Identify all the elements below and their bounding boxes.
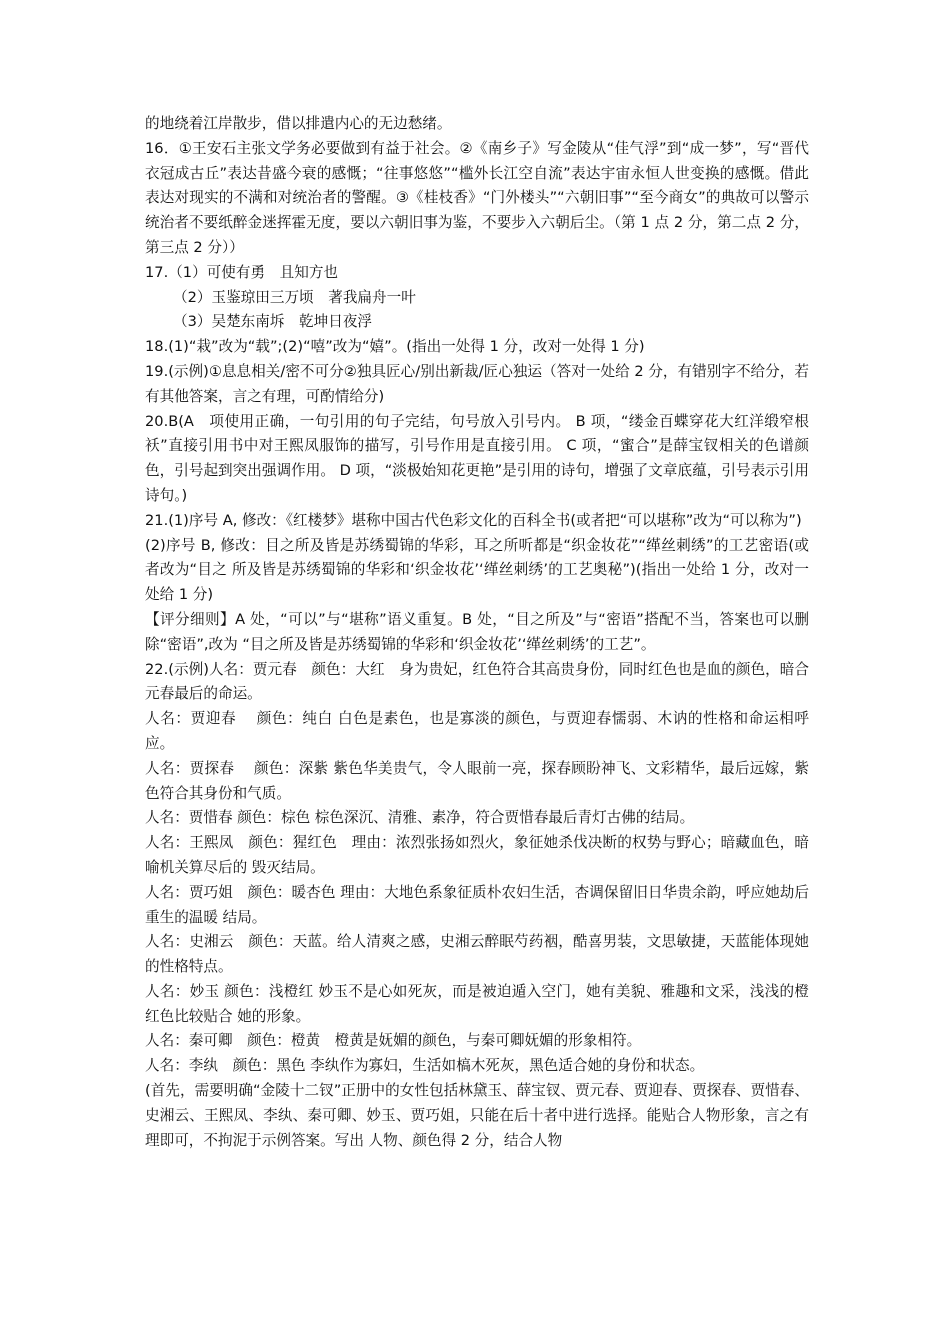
- answer-22-xichun: 人名：贾惜春 颜色：棕色 棕色深沉、清雅、素净，符合贾惜春最后青灯古佛的结局。: [145, 809, 695, 827]
- paragraph-continuation: 的地绕着江岸散步，借以排遣内心的无边愁绪。: [145, 115, 452, 132]
- answer-21-1: 21.(1)序号 A, 修改：《红楼梦》堪称中国古代色彩文化的百科全书(或者把“可以堪称”改为“可以称为”): [145, 511, 802, 529]
- answer-20: 20.B(A 项使用正确，一句引用的句子完结，句号放入引号内。 B 项，“缕金百蝶穿花大红洋缎窄根袄”直接引用书中对王熙凤服饰的描写，引号作用是直接引用。 C 项，“蜜合”是薛宝钗相关的色谱颜色，引号起到突出强调作用。 D 项，“淡极始知花更艳”是引用的诗句，增强了文章底蕴，引号表示引用诗句。): [145, 412, 809, 504]
- answer-22-qiaojie: 人名：贾巧姐 颜色：暖杏色 理由：大地色系象征质朴农妇生活，杏调保留旧日华贵余韵，呼应她劫后重生的温暖 结局。: [145, 883, 809, 926]
- answer-17-1: 17.（1）可使有勇 且知方也: [145, 263, 339, 281]
- answer-22-yingchun: 人名：贾迎春 颜色：纯白 白色是素色，也是寡淡的颜色，与贾迎春懦弱、木讷的性格和命运相呼应。: [145, 710, 809, 752]
- scoring-details: 【评分细则】A 处，“可以”与“堪称”语义重复。B 处，“目之所及”与“密语”搭配不当，答案也可以删除“密语”,改为 “目之所及皆是苏绣蜀锦的华彩和‘织金妆花’‘缂丝刺绣’的工艺”。: [145, 610, 809, 653]
- answer-22-keqing: 人名：秦可卿 颜色：橙黄 橙黄是妩媚的颜色，与秦可卿妩媚的形象相符。: [145, 1032, 642, 1050]
- answer-19: 19.(示例)①息息相关/密不可分②独具匠心/别出新裁/匠心独运（答对一处给 2 分，有错别字不给分，若有其他答案，言之有理，可酌情给分): [145, 362, 809, 405]
- answer-22-notes: (首先，需要明确“金陵十二钗”正册中的女性包括林黛玉、薛宝钗、贾元春、贾迎春、贾探春、贾惜春、史湘云、王熙凤、李纨、秦可卿、妙玉、贾巧姐，只能在后十者中进行选择。能贴合人物形象，言之有理即可，不拘泥于示例答案。写出 人物、颜色得 2 分，结合人物: [145, 1082, 809, 1149]
- answer-18: 18.(1)“栽”改为“载”;(2)“嘻”改为“嬉”。(指出一处得 1 分，改对一处得 1 分): [145, 338, 645, 356]
- answer-22-tanchun: 人名：贾探春 颜色：深紫 紫色华美贵气，令人眼前一亮，探春顾盼神飞、文彩精华，最后远嫁，紫色符合其身份和气质。: [145, 759, 809, 802]
- answer-22-xiangyun: 人名：史湘云 颜色：天蓝。给人清爽之感，史湘云醉眠芍药裀，酷喜男装，文思敏捷，天蓝能体现她的性格特点。: [145, 933, 809, 976]
- answer-21-2: (2)序号 B, 修改：目之所及皆是苏绣蜀锦的华彩，耳之所听都是“织金妆花”“缂丝刺绣”的工艺密语(或者改为“目之 所及皆是苏绣蜀锦的华彩和‘织金妆花’‘缂丝刺绣’的工艺奥秘”)(指出一处给 1 分，改对一处给 1 分): [145, 536, 809, 604]
- answer-17-2: （2）玉鉴琼田三万顷 著我扁舟一叶: [173, 288, 416, 306]
- answer-22-miaoyu: 人名：妙玉 颜色：浅橙红 妙玉不是心如死灰，而是被迫遁入空门，她有美貌、雅趣和文采，浅浅的橙红色比较贴合 她的形象。: [145, 982, 809, 1025]
- answer-22-xifeng: 人名：王熙凤 颜色：猩红色 理由：浓烈张扬如烈火，象征她杀伐决断的权势与野心；暗藏血色，暗喻机关算尽后的 毁灭结局。: [145, 834, 809, 876]
- answer-16: 16．①王安石主张文学务必要做到有益于社会。②《南乡子》写金陵从“佳气浮”到“成一梦”，写“晋代衣冠成古丘”表达昔盛今衰的感慨；“往事悠悠”“槛外长江空自流”表达宇宙永恒人世变换的感慨。借此表达对现实的不满和对统治者的警醒。③《桂枝香》“门外楼头”“六朝旧事”“至今商女”的典故可以警示统治者不要纸醉金迷挥霍无度，要以六朝旧事为鉴，不要步入六朝后尘。（第 1 点 2 分，第二点 2 分，第三点 2 分））: [145, 139, 809, 256]
- answer-22-liwan: 人名：李纨 颜色：黑色 李纨作为寡妇，生活如槁木死灰，黑色适合她的身份和状态。: [145, 1057, 705, 1075]
- answer-17-3: （3）吴楚东南坼 乾坤日夜浮: [173, 313, 373, 331]
- answer-22-yuanchun: 22.(示例)人名：贾元春 颜色：大红 身为贵妃，红色符合其高贵身份，同时红色也是血的颜色，暗合元春最后的命运。: [145, 660, 809, 703]
- document-page: [145, 112, 809, 1153]
